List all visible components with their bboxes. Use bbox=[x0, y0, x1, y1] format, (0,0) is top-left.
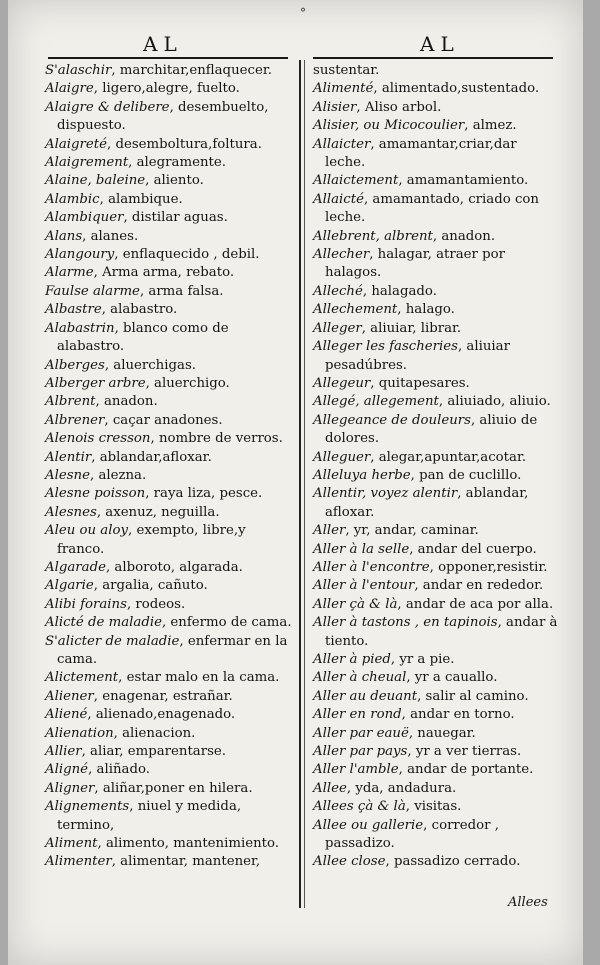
entry-definition: , yr a cauallo. bbox=[406, 670, 498, 686]
entry-headword: Allee ou gallerie bbox=[313, 817, 424, 833]
entry-headword: Alambiquer bbox=[45, 210, 124, 226]
dictionary-entry bbox=[313, 80, 558, 98]
dictionary-entry bbox=[313, 393, 558, 411]
entry-headword: Aller par eauë bbox=[313, 725, 409, 741]
dictionary-entry bbox=[45, 283, 295, 301]
column-divider bbox=[299, 60, 301, 908]
entry-definition: , aliento. bbox=[145, 173, 204, 189]
dictionary-entry bbox=[45, 835, 295, 853]
dictionary-entry bbox=[313, 559, 558, 577]
entry-definition: , alimentado,sustentado. bbox=[373, 81, 540, 97]
entry-definition: , enagenar, estrañar. bbox=[93, 688, 233, 704]
dictionary-entry bbox=[45, 669, 295, 687]
entry-headword: Aller au deuant bbox=[313, 688, 418, 704]
entry-headword: Alibi forains bbox=[45, 596, 127, 612]
dictionary-entry bbox=[313, 669, 558, 687]
entry-headword: Alimenter bbox=[45, 854, 112, 870]
entry-definition: , alboroto, algarada. bbox=[105, 559, 243, 575]
entry-headword: Alleluya herbe bbox=[313, 467, 411, 483]
entry-headword: Albrener bbox=[45, 412, 105, 428]
entry-headword: Aller à l'encontre bbox=[313, 559, 430, 575]
dictionary-entry bbox=[313, 117, 558, 135]
entry-definition: , desemboltura,foltura. bbox=[107, 136, 262, 152]
entry-headword: Allaicter bbox=[313, 136, 371, 152]
dictionary-entry bbox=[313, 172, 558, 190]
dictionary-entry bbox=[313, 780, 558, 798]
entry-definition: , alanes. bbox=[82, 228, 139, 244]
dictionary-entry bbox=[45, 688, 295, 706]
dictionary-entry bbox=[45, 853, 295, 871]
entry-definition: , distilar aguas. bbox=[123, 210, 228, 226]
entry-headword: Aligner bbox=[45, 780, 95, 796]
entry-definition: , opponer,resistir. bbox=[429, 559, 548, 575]
entry-definition: , anadon. bbox=[95, 394, 158, 410]
dictionary-entry bbox=[313, 449, 558, 467]
dictionary-entry bbox=[45, 485, 295, 503]
dictionary-entry bbox=[313, 688, 558, 706]
entry-headword: Allecher bbox=[313, 247, 370, 263]
entry-definition: , yr, andar, caminar. bbox=[345, 523, 479, 539]
dictionary-entry bbox=[313, 651, 558, 669]
entry-headword: Alleger bbox=[313, 320, 362, 336]
dictionary-entry bbox=[313, 614, 558, 651]
entry-headword: Aller à l'entour bbox=[313, 578, 415, 594]
entry-headword: Allaictement bbox=[313, 173, 399, 189]
entry-headword: Alicté de maladie bbox=[45, 615, 162, 631]
dictionary-entry bbox=[45, 62, 295, 80]
entry-definition: , alienacion. bbox=[113, 725, 196, 741]
entry-definition: , Aliso arbol. bbox=[356, 99, 442, 115]
entry-definition: , alimento, mantenimiento. bbox=[97, 836, 279, 852]
entry-headword: Alesne poisson bbox=[45, 486, 146, 502]
entry-definition: , aluerchigas. bbox=[104, 357, 196, 373]
entry-definition: , enfermar en la cama. bbox=[57, 633, 288, 667]
entry-definition: , exempto, libre,y franco. bbox=[57, 523, 246, 557]
entry-definition: , amamantado, criado con leche. bbox=[325, 191, 539, 226]
entry-definition: , corredor , passadizo. bbox=[325, 817, 499, 852]
dictionary-entry bbox=[45, 154, 295, 172]
dictionary-entry bbox=[313, 817, 558, 854]
entry-headword: Alabastrin bbox=[45, 320, 115, 336]
dictionary-page bbox=[8, 0, 583, 965]
dictionary-entry bbox=[45, 412, 295, 430]
entry-definition: , enflaquecido , debil. bbox=[114, 247, 260, 263]
entry-definition: , halago. bbox=[397, 302, 455, 318]
entry-headword: Alaigre bbox=[45, 81, 94, 97]
entry-definition: , nauegar. bbox=[408, 725, 476, 741]
entry-headword: Alangoury bbox=[45, 247, 115, 263]
entry-headword: Allegeance de douleurs bbox=[313, 412, 471, 428]
dictionary-entry bbox=[313, 761, 558, 779]
entry-definition: , blanco como de alabastro. bbox=[57, 320, 229, 355]
entry-definition: , andar del cuerpo. bbox=[409, 541, 537, 557]
entry-headword: Aller çà & là bbox=[313, 596, 398, 612]
entry-headword: Alberger arbre bbox=[45, 375, 146, 391]
entry-headword: Algarie bbox=[45, 578, 94, 594]
dictionary-entry bbox=[45, 780, 295, 798]
entry-headword: Aller l'amble bbox=[313, 762, 399, 778]
entry-definition: , yr a ver tierras. bbox=[407, 744, 522, 760]
entry-headword: Alans bbox=[45, 228, 83, 244]
entry-definition: , estar malo en la cama. bbox=[118, 670, 280, 686]
entry-headword: Alesne bbox=[45, 467, 90, 483]
entry-headword: Alimenté bbox=[313, 81, 374, 97]
entry-headword: Alisier, ou Micocoulier bbox=[313, 118, 465, 134]
column-divider-inner bbox=[304, 60, 305, 908]
entry-definition: , salir al camino. bbox=[417, 688, 529, 704]
dictionary-entry bbox=[313, 228, 558, 246]
entry-definition: , alambique. bbox=[99, 191, 183, 207]
entry-definition: , aliar, emparentarse. bbox=[81, 744, 227, 760]
dictionary-entry bbox=[45, 449, 295, 467]
entry-definition: , aliuiar pesadúbres. bbox=[325, 339, 510, 373]
entry-definition: , visitas. bbox=[405, 799, 462, 815]
dictionary-entry bbox=[313, 577, 558, 595]
entry-definition: , nombre de verros. bbox=[150, 431, 283, 447]
entry-headword: Allier bbox=[45, 744, 82, 760]
dictionary-entry bbox=[45, 504, 295, 522]
header-left: AL bbox=[143, 32, 183, 56]
entry-definition: , andar de portante. bbox=[398, 762, 534, 778]
dictionary-entry bbox=[45, 743, 295, 761]
entry-headword: Alarme bbox=[45, 265, 94, 281]
entry-headword: Allees çà & là bbox=[313, 799, 406, 815]
entry-headword: Aller à pied bbox=[313, 652, 391, 667]
right-column bbox=[313, 62, 558, 872]
dictionary-entry bbox=[45, 357, 295, 375]
entry-headword: Alesnes bbox=[45, 504, 97, 520]
dictionary-entry bbox=[45, 301, 295, 319]
entry-definition: , amamantar,criar,dar leche. bbox=[325, 136, 517, 171]
entry-headword: Aller à la selle bbox=[313, 541, 410, 557]
entry-headword: Allee close bbox=[313, 854, 386, 870]
dictionary-entry bbox=[313, 338, 558, 375]
dictionary-entry bbox=[45, 577, 295, 595]
dictionary-entry bbox=[313, 541, 558, 559]
entry-definition: , aliñado. bbox=[88, 762, 150, 778]
entry-headword: Alignements bbox=[45, 799, 130, 815]
entry-headword: Aliené bbox=[45, 707, 88, 723]
dictionary-entry bbox=[45, 467, 295, 485]
entry-headword: Alleché bbox=[313, 283, 363, 299]
entry-headword: Allentir, voyez alentir bbox=[313, 486, 458, 502]
entry-definition: , andar en torno. bbox=[401, 707, 515, 723]
header-right: AL bbox=[420, 32, 460, 56]
dictionary-entry bbox=[45, 559, 295, 577]
entry-definition: , passadizo cerrado. bbox=[385, 854, 521, 870]
entry-definition: , ablandar, afloxar. bbox=[325, 486, 529, 520]
entry-definition: , alimentar, mantener, bbox=[111, 854, 261, 870]
entry-definition: , enfermo de cama. bbox=[161, 615, 292, 631]
entry-headword: Aller par pays bbox=[313, 744, 408, 760]
entry-headword: Allegeur bbox=[313, 375, 371, 391]
entry-headword: Alleguer bbox=[313, 449, 371, 465]
entry-definition: , alezna. bbox=[89, 467, 147, 483]
dictionary-entry bbox=[313, 706, 558, 724]
entry-headword: Faulse alarme bbox=[45, 283, 140, 299]
dictionary-entry bbox=[45, 614, 295, 632]
entry-definition: , halagado. bbox=[362, 283, 437, 299]
entry-headword: Allee bbox=[313, 780, 347, 796]
entry-headword: Allaicté bbox=[313, 191, 364, 207]
entry-definition: , arma falsa. bbox=[139, 283, 224, 299]
entry-headword: Albastre bbox=[45, 302, 102, 318]
entry-headword: Aller en rond bbox=[313, 707, 402, 723]
dictionary-entry bbox=[45, 375, 295, 393]
entry-definition: , yda, andadura. bbox=[346, 780, 457, 796]
entry-definition: , axenuz, neguilla. bbox=[96, 504, 220, 520]
dictionary-entry bbox=[313, 412, 558, 449]
entry-definition: , yr a pie. bbox=[390, 652, 455, 667]
entry-headword: Aleu ou aloy bbox=[45, 523, 129, 539]
entry-headword: Alaigrement bbox=[45, 155, 129, 171]
entry-definition: , alienado,enagenado. bbox=[87, 707, 236, 723]
dictionary-entry bbox=[45, 209, 295, 227]
entry-headword: Alaine, baleine bbox=[45, 173, 146, 189]
dictionary-entry bbox=[313, 375, 558, 393]
entry-headword: Alisier bbox=[313, 99, 357, 115]
dictionary-entry bbox=[45, 172, 295, 190]
entry-headword: Alaigre & delibere bbox=[45, 99, 170, 115]
entry-headword: Allebrent, albrent bbox=[313, 228, 433, 244]
entry-definition: , aliuiar, librar. bbox=[361, 320, 462, 336]
dictionary-entry bbox=[45, 99, 295, 136]
entry-headword: Aller à tastons , en tapinois bbox=[313, 615, 498, 631]
dictionary-entry bbox=[313, 743, 558, 761]
entry-headword: S'alicter de maladie bbox=[45, 633, 180, 649]
entry-headword: Aller bbox=[313, 523, 346, 539]
dictionary-entry bbox=[45, 136, 295, 154]
dictionary-entry bbox=[313, 191, 558, 228]
entry-headword: Alentir bbox=[45, 449, 92, 465]
dictionary-entry bbox=[45, 228, 295, 246]
dictionary-entry bbox=[313, 798, 558, 816]
entry-definition: , niuel y medida, termino, bbox=[57, 799, 242, 833]
dictionary-entry bbox=[45, 798, 295, 835]
header-rule-right bbox=[313, 57, 553, 59]
dictionary-entry bbox=[45, 191, 295, 209]
entry-headword: Allechement bbox=[313, 302, 398, 318]
dictionary-entry bbox=[45, 80, 295, 98]
entry-headword: Alictement bbox=[45, 670, 119, 686]
dictionary-entry bbox=[313, 320, 558, 338]
entry-headword: Algarade bbox=[45, 559, 106, 575]
dictionary-entry bbox=[45, 246, 295, 264]
dictionary-entry bbox=[45, 596, 295, 614]
entry-headword: Alaigreté bbox=[45, 136, 107, 152]
entry-definition: , caçar anadones. bbox=[104, 412, 223, 428]
dictionary-entry bbox=[313, 725, 558, 743]
dictionary-entry bbox=[313, 853, 558, 871]
dictionary-entry bbox=[313, 301, 558, 319]
entry-headword: Alberges bbox=[45, 357, 105, 373]
entry-definition: , ablandar,afloxar. bbox=[91, 449, 212, 465]
entry-headword: S'alaschir bbox=[45, 63, 112, 78]
entry-definition: , andar de aca por alla. bbox=[397, 596, 554, 612]
catchword: Allees bbox=[508, 895, 548, 910]
entry-definition: sustentar. bbox=[313, 63, 380, 78]
entry-definition: , ligero,alegre, fuelto. bbox=[93, 81, 240, 97]
dictionary-entry bbox=[45, 761, 295, 779]
page-header bbox=[8, 30, 583, 58]
entry-headword: Alienation bbox=[45, 725, 114, 741]
dictionary-entry bbox=[313, 485, 558, 522]
entry-definition: , aluerchigo. bbox=[145, 375, 230, 391]
entry-definition: , halagar, atraer por halagos. bbox=[325, 247, 506, 281]
entry-definition: , desembuelto, dispuesto. bbox=[57, 99, 269, 134]
entry-definition: , pan de cuclillo. bbox=[410, 467, 522, 483]
entry-headword: Aliment bbox=[45, 836, 98, 852]
entry-headword: Aliener bbox=[45, 688, 94, 704]
entry-headword: Albrent bbox=[45, 394, 96, 410]
entry-definition: , andar en rededor. bbox=[414, 578, 544, 594]
entry-headword: Alenois cresson bbox=[45, 431, 151, 447]
dictionary-entry bbox=[45, 430, 295, 448]
entry-definition: , Arma arma, rebato. bbox=[93, 265, 235, 281]
entry-definition: , raya liza, pesce. bbox=[145, 486, 263, 502]
dictionary-entry bbox=[313, 596, 558, 614]
entry-definition: , aliñar,poner en hilera. bbox=[94, 780, 253, 796]
entry-definition: , aliuiado, aliuio. bbox=[438, 394, 551, 410]
dictionary-entry bbox=[313, 283, 558, 301]
dictionary-entry bbox=[313, 136, 558, 173]
entry-definition: , alegramente. bbox=[128, 155, 226, 171]
entry-headword: Alleger les fascheries bbox=[313, 339, 458, 355]
entry-headword: Aller à cheual bbox=[313, 670, 407, 686]
entry-definition: , aliuio de dolores. bbox=[325, 412, 538, 447]
dictionary-entry bbox=[313, 246, 558, 283]
left-column bbox=[45, 62, 295, 872]
dictionary-entry bbox=[45, 522, 295, 559]
entry-definition: , anadon. bbox=[432, 228, 496, 244]
entry-definition: , alabastro. bbox=[101, 302, 178, 318]
entry-definition: , amamantamiento. bbox=[398, 173, 529, 189]
entry-definition: , marchitar,enflaquecer. bbox=[111, 63, 272, 78]
dictionary-entry bbox=[45, 320, 295, 357]
entry-definition: , andar à tiento. bbox=[325, 615, 558, 649]
entry-headword: Allegé, allegement bbox=[313, 394, 439, 410]
dictionary-entry bbox=[45, 725, 295, 743]
dictionary-entry bbox=[313, 467, 558, 485]
entry-headword: Alambic bbox=[45, 191, 100, 207]
entry-definition: , rodeos. bbox=[126, 596, 186, 612]
entry-definition: , alegar,apuntar,acotar. bbox=[370, 449, 527, 465]
entry-headword: Aligné bbox=[45, 762, 89, 778]
page-mark: ° bbox=[300, 6, 306, 20]
dictionary-entry bbox=[313, 522, 558, 540]
dictionary-entry bbox=[45, 393, 295, 411]
dictionary-entry bbox=[45, 264, 295, 282]
dictionary-entry bbox=[313, 99, 558, 117]
entry-definition: , argalia, cañuto. bbox=[93, 578, 208, 594]
entry-definition: , quitapesares. bbox=[370, 375, 470, 391]
dictionary-entry bbox=[313, 62, 558, 80]
dictionary-entry bbox=[45, 633, 295, 670]
entry-definition: , almez. bbox=[464, 118, 517, 134]
header-rule-left bbox=[48, 57, 288, 59]
dictionary-entry bbox=[45, 706, 295, 724]
